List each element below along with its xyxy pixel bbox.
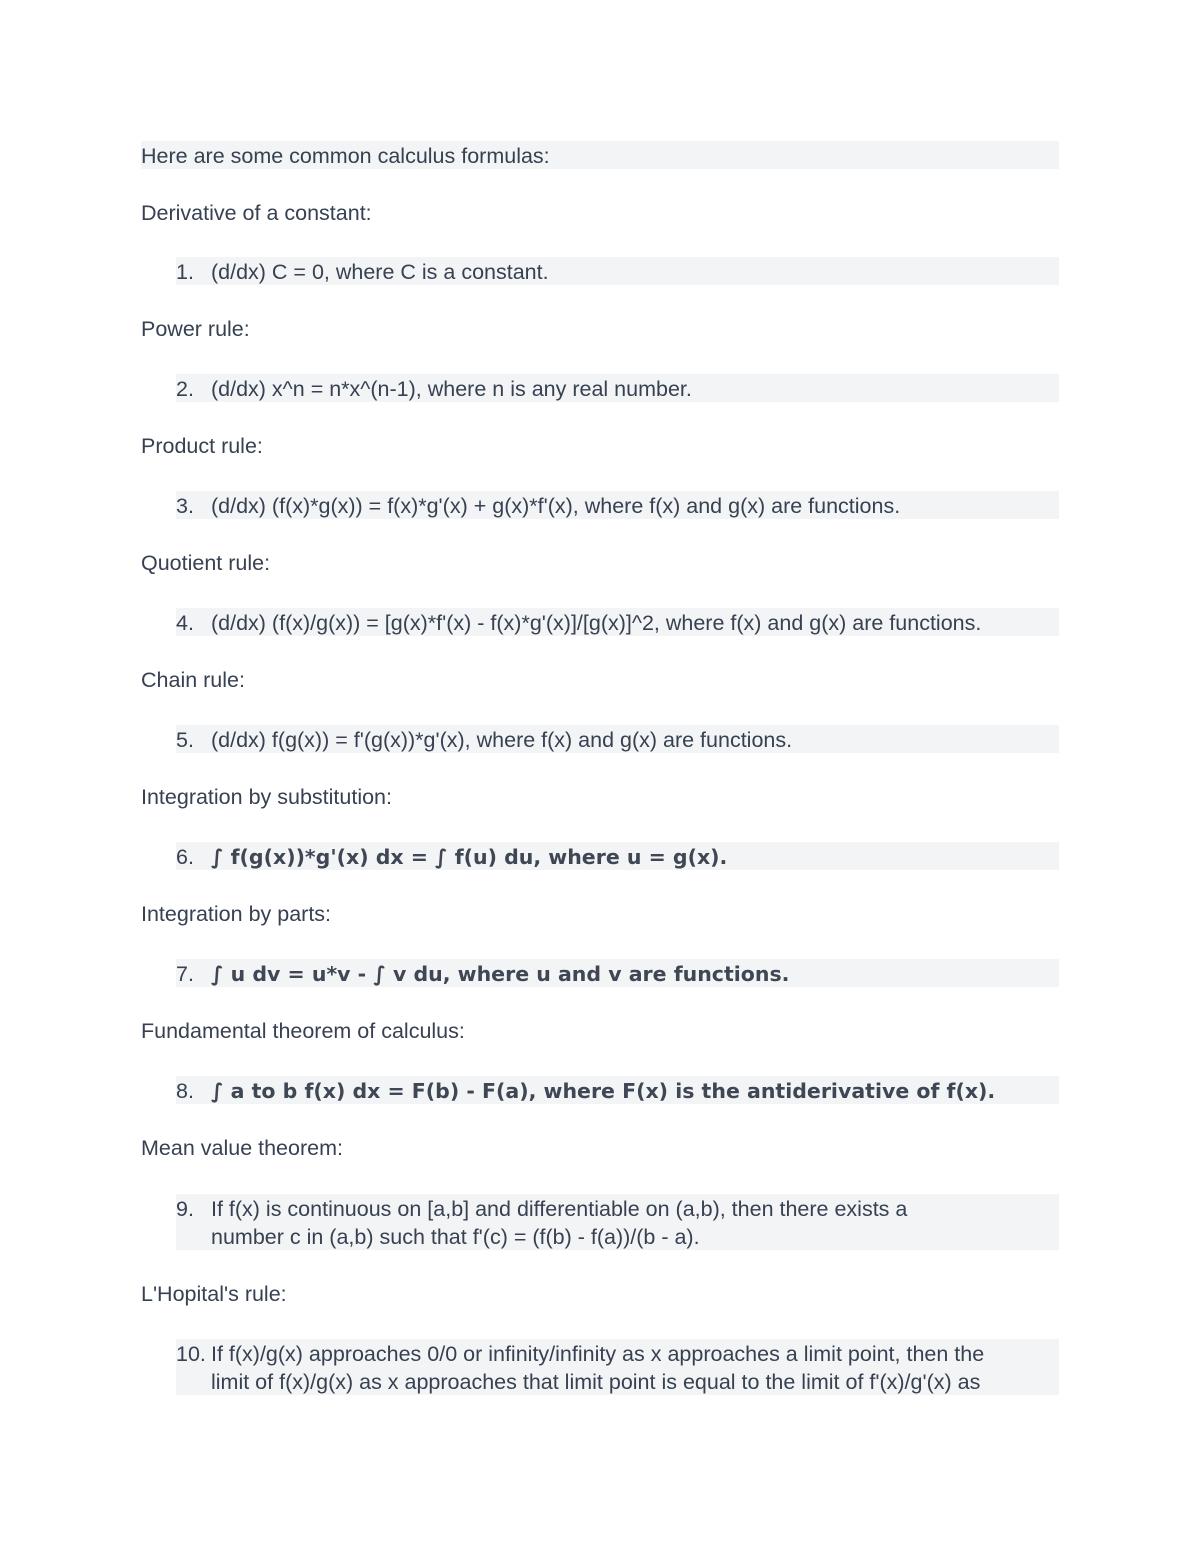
formula-text-line-1: If f(x)/g(x) approaches 0/0 or infinity/infinity as x approaches a limit point, then the — [211, 1342, 985, 1366]
list-number: 7. — [176, 962, 194, 986]
list-number: 2. — [176, 377, 194, 401]
section-heading: Fundamental theorem of calculus: — [141, 1019, 465, 1043]
formula-text: ∫ a to b f(x) dx = F(b) - F(a), where F(x) is the antiderivative of f(x). — [211, 1079, 996, 1103]
list-number: 5. — [176, 728, 194, 752]
section-heading: Chain rule: — [141, 668, 245, 692]
list-number: 6. — [176, 845, 194, 869]
formula-text: ∫ f(g(x))*g'(x) dx = ∫ f(u) du, where u = g(x). — [211, 845, 728, 869]
section-heading: Integration by substitution: — [141, 785, 392, 809]
section-heading: Integration by parts: — [141, 902, 332, 926]
section-heading: Derivative of a constant: — [141, 201, 372, 225]
list-number: 3. — [176, 494, 194, 518]
formula-text: (d/dx) (f(x)*g(x)) = f(x)*g'(x) + g(x)*f'(x), where f(x) and g(x) are functions. — [211, 494, 901, 518]
list-number: 4. — [176, 611, 194, 635]
formula-text-line-2: limit of f(x)/g(x) as x approaches that limit point is equal to the limit of f'(x)/g'(x) as — [211, 1370, 981, 1394]
formula-text: (d/dx) (f(x)/g(x)) = [g(x)*f'(x) - f(x)*g'(x)]/[g(x)]^2, where f(x) and g(x) are functions. — [211, 611, 982, 635]
formula-text: (d/dx) x^n = n*x^(n-1), where n is any real number. — [211, 377, 692, 401]
formula-text-line-2: number c in (a,b) such that f'(c) = (f(b) - f(a))/(b - a). — [211, 1225, 700, 1249]
section-heading: Product rule: — [141, 434, 263, 458]
list-number: 9. — [176, 1197, 194, 1221]
intro-text: Here are some common calculus formulas: — [141, 144, 550, 168]
list-number: 1. — [176, 260, 194, 284]
list-number: 10. — [176, 1342, 206, 1366]
formula-text: (d/dx) C = 0, where C is a constant. — [211, 260, 549, 284]
formula-text: ∫ u dv = u*v - ∫ v du, where u and v are functions. — [211, 962, 790, 986]
formula-text: (d/dx) f(g(x)) = f'(g(x))*g'(x), where f(x) and g(x) are functions. — [211, 728, 793, 752]
formula-text-line-1: If f(x) is continuous on [a,b] and differentiable on (a,b), then there exists a — [211, 1197, 908, 1221]
section-heading: Mean value theorem: — [141, 1136, 343, 1160]
list-number: 8. — [176, 1079, 194, 1103]
section-heading: L'Hopital's rule: — [141, 1282, 287, 1306]
section-heading: Quotient rule: — [141, 551, 271, 575]
section-heading: Power rule: — [141, 317, 250, 341]
